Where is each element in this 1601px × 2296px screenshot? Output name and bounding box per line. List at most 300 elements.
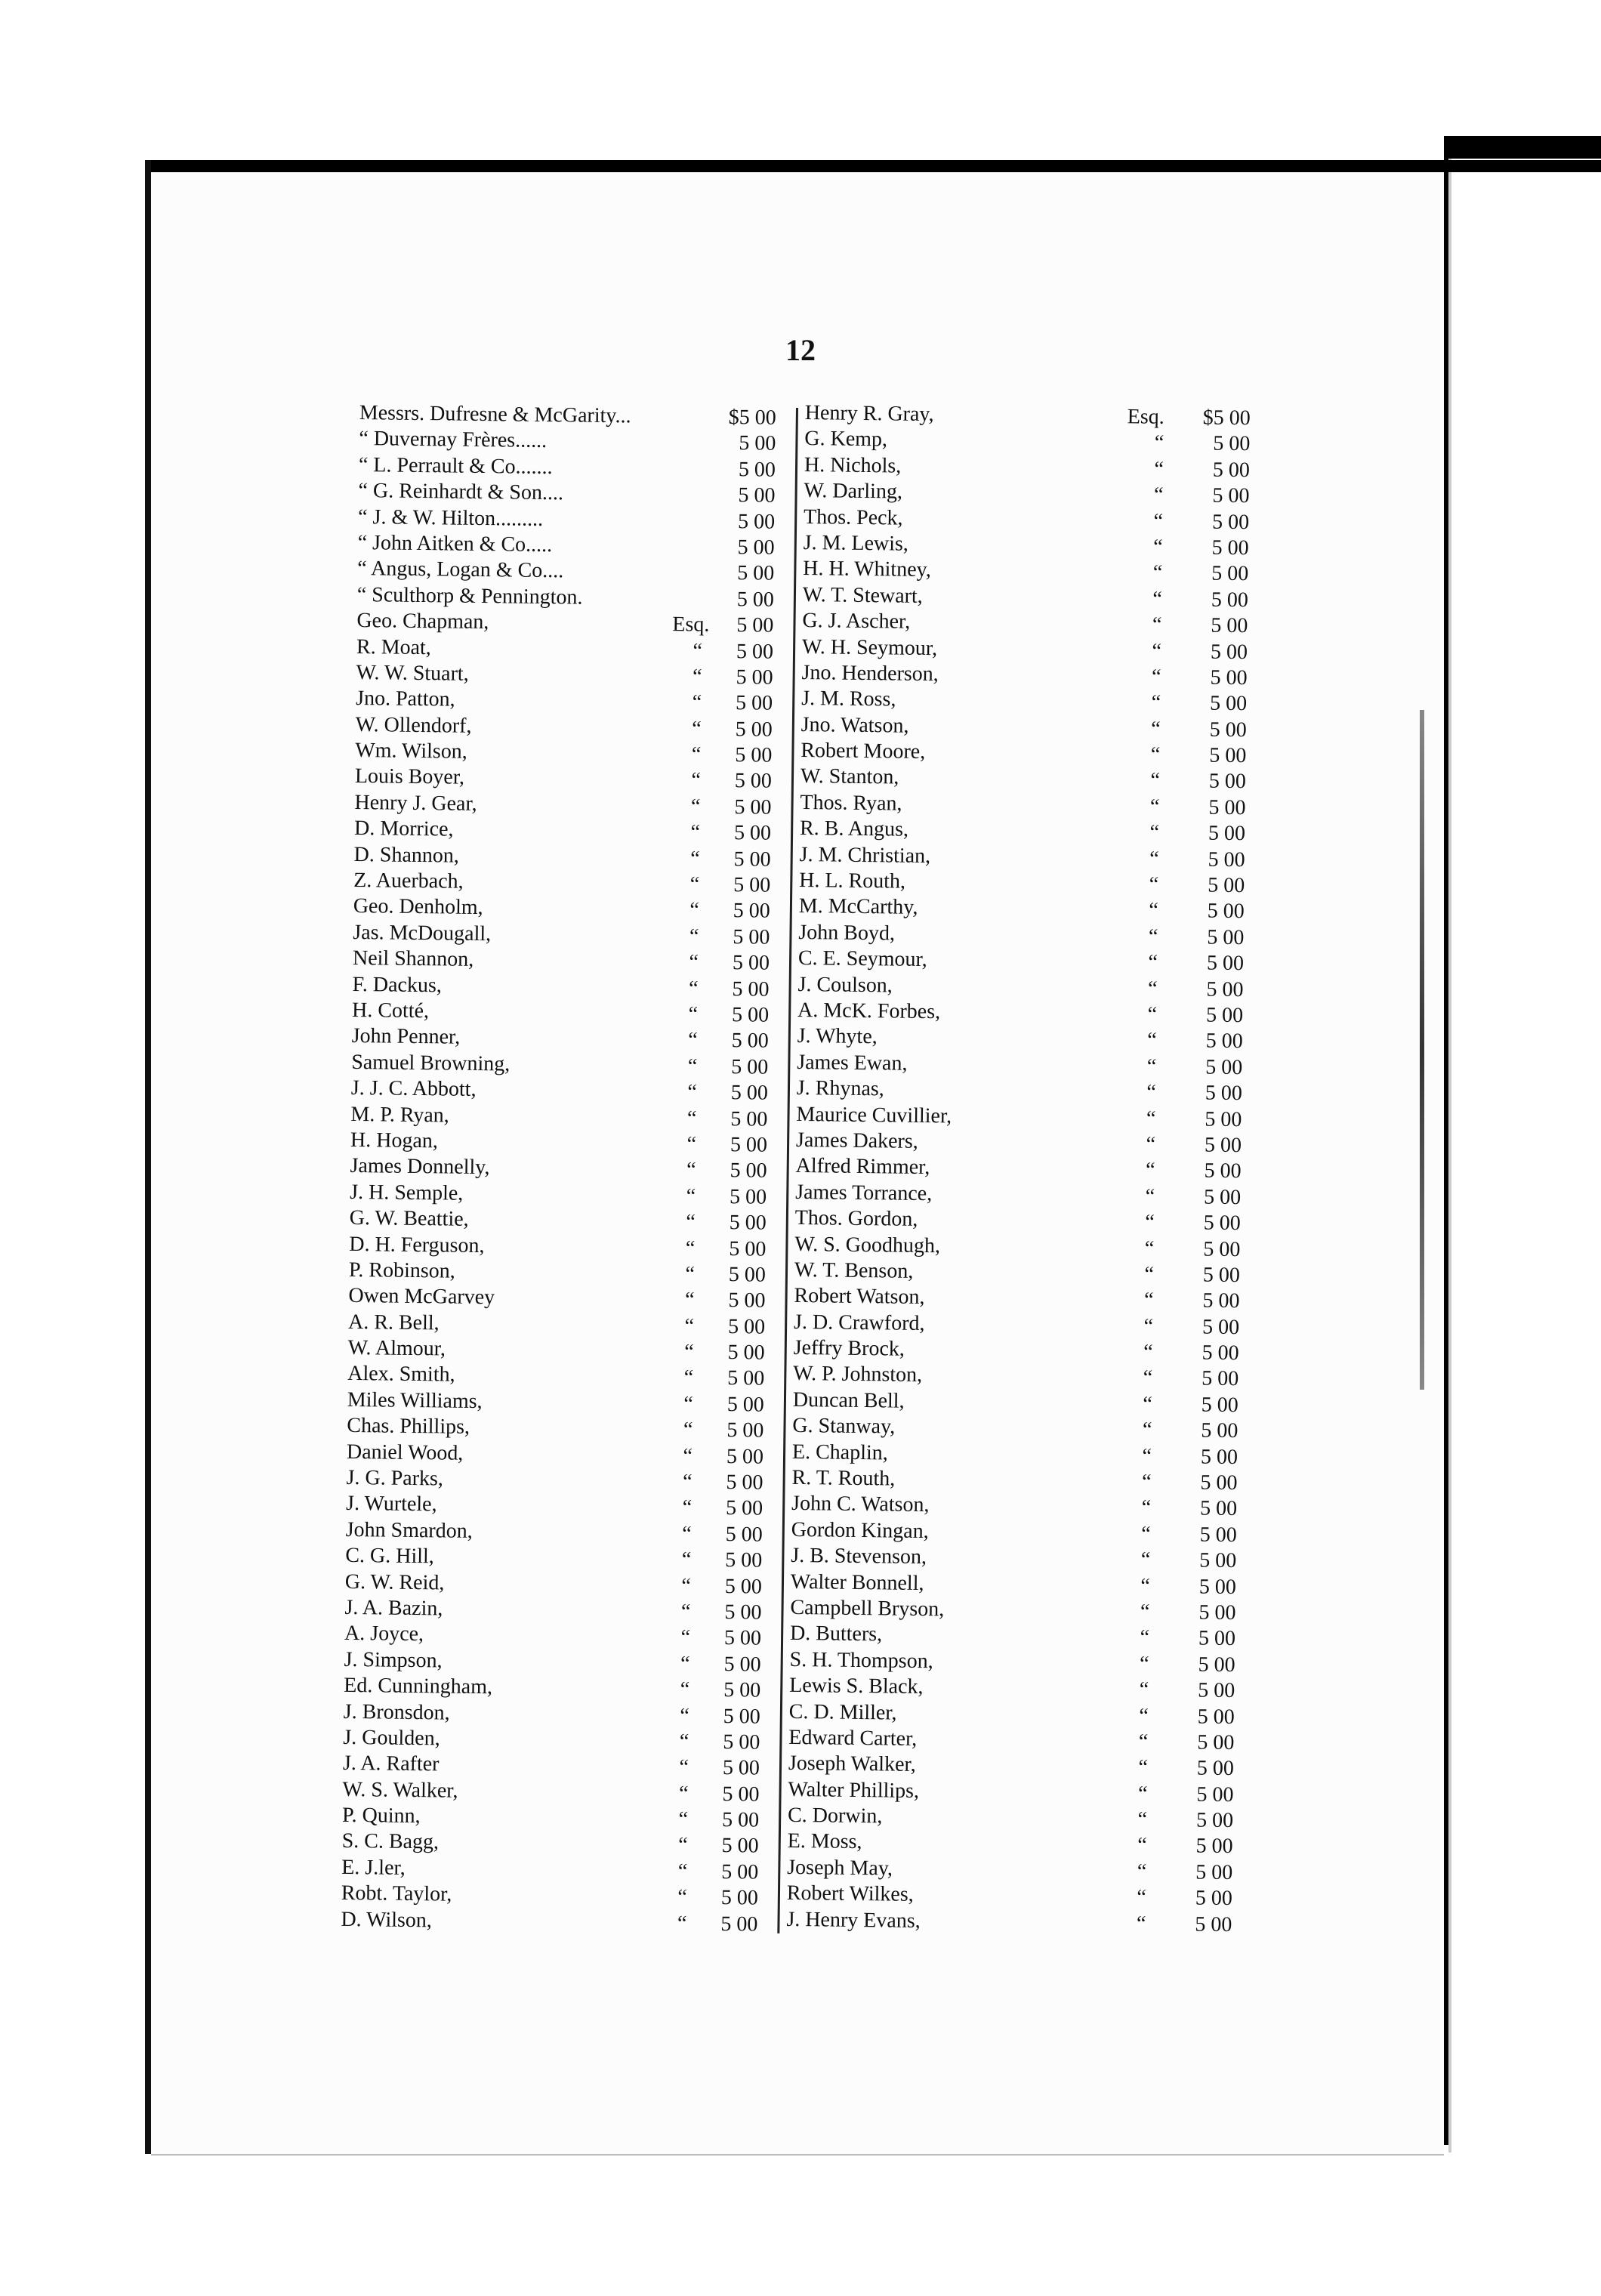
subscriber-name: Samuel Browning, bbox=[351, 1050, 511, 1076]
subscription-amount: 5 00 bbox=[730, 1081, 769, 1105]
subscription-amount: 5 00 bbox=[1210, 665, 1248, 690]
esquire-marker: “ bbox=[687, 1080, 698, 1104]
subscription-amount: 5 00 bbox=[731, 1054, 769, 1079]
esquire-marker: “ bbox=[679, 1730, 689, 1754]
subscriber-name: Geo. Chapman, bbox=[356, 609, 489, 634]
subscription-amount: 5 00 bbox=[734, 769, 773, 794]
subscription-amount: 5 00 bbox=[1209, 718, 1247, 742]
subscriber-name: Thos. Peck, bbox=[803, 505, 903, 530]
subscriber-name: J. Rhynas, bbox=[796, 1076, 884, 1101]
subscription-amount: 5 00 bbox=[733, 899, 770, 924]
esquire-marker: “ bbox=[678, 1807, 689, 1832]
esquire-marker: “ bbox=[679, 1755, 689, 1779]
subscriber-name: G. J. Ascher, bbox=[802, 609, 911, 634]
subscription-amount: 5 00 bbox=[736, 587, 775, 612]
esquire-marker: “ bbox=[1145, 1158, 1155, 1183]
subscription-amount: 5 00 bbox=[1206, 951, 1245, 976]
esquire-marker: “ bbox=[690, 820, 701, 844]
subscription-amount: 5 00 bbox=[726, 1444, 764, 1469]
esquire-marker: “ bbox=[691, 768, 702, 793]
subscriber-name: Joseph May, bbox=[787, 1855, 893, 1881]
subscriber-name: R. Moat, bbox=[356, 634, 431, 659]
subscriber-name: Jno. Watson, bbox=[800, 712, 909, 738]
esquire-marker: “ bbox=[1154, 431, 1165, 455]
subscription-amount: 5 00 bbox=[1211, 561, 1249, 586]
esquire-marker: “ bbox=[1141, 1495, 1152, 1520]
esquire-marker: “ bbox=[1138, 1730, 1149, 1754]
esquire-marker: “ bbox=[1143, 1314, 1154, 1338]
subscriber-name: J. A. Bazin, bbox=[344, 1595, 443, 1621]
subscriber-name: Ed. Cunningham, bbox=[344, 1674, 493, 1699]
esquire-marker: “ bbox=[689, 924, 699, 949]
subscriber-name: H. Cotté, bbox=[351, 998, 430, 1023]
subscriber-name: Jeffry Brock, bbox=[793, 1335, 905, 1361]
subscription-amount: 5 00 bbox=[725, 1548, 763, 1572]
subscriber-name: “ J. & W. Hilton......... bbox=[357, 505, 544, 531]
esquire-marker: “ bbox=[1140, 1548, 1151, 1572]
subscriber-name: D. Wilson, bbox=[341, 1907, 433, 1932]
subscription-amount: 5 00 bbox=[726, 1470, 763, 1495]
subscription-amount: 5 00 bbox=[1201, 1393, 1239, 1417]
subscription-amount: 5 00 bbox=[1195, 1834, 1233, 1859]
esquire-marker: “ bbox=[688, 1028, 698, 1052]
subscription-amount: 5 00 bbox=[1208, 795, 1246, 820]
subscriber-name: W. W. Stuart, bbox=[356, 660, 469, 686]
subscriber-name: W. Stanton, bbox=[800, 764, 899, 790]
subscription-amount: 5 00 bbox=[736, 639, 774, 664]
subscriber-name: Joseph Walker, bbox=[788, 1751, 916, 1777]
subscription-amount: 5 00 bbox=[1208, 770, 1247, 794]
page-fold-mark bbox=[1420, 710, 1424, 1390]
subscriber-list-left bbox=[341, 400, 797, 1938]
esquire-marker: “ bbox=[1141, 1470, 1152, 1494]
scan-border bbox=[145, 160, 1601, 172]
subscriber-name: Alfred Rimmer, bbox=[795, 1154, 930, 1180]
subscription-amount: 5 00 bbox=[723, 1730, 760, 1754]
esquire-marker: “ bbox=[678, 1833, 688, 1857]
esquire-marker: “ bbox=[1142, 1444, 1152, 1468]
subscriber-name: Lewis S. Black, bbox=[789, 1674, 924, 1699]
esquire-marker: “ bbox=[1149, 899, 1158, 923]
subscriber-name: Alex. Smith, bbox=[347, 1362, 455, 1387]
subscription-amount: 5 00 bbox=[1205, 1029, 1243, 1054]
subscriber-name: Wm. Wilson, bbox=[355, 739, 467, 764]
subscriber-name: Duncan Bell, bbox=[792, 1387, 905, 1413]
esquire-marker: “ bbox=[1143, 1340, 1153, 1364]
subscription-amount: 5 00 bbox=[1197, 1678, 1235, 1703]
subscriber-name: G. W. Beattie, bbox=[349, 1206, 469, 1231]
esquire-marker: “ bbox=[681, 1548, 692, 1572]
subscriber-row bbox=[341, 1907, 779, 1938]
subscriber-name: J. Henry Evans, bbox=[786, 1907, 921, 1933]
esquire-marker: “ bbox=[686, 1106, 697, 1131]
esquire-marker: “ bbox=[692, 665, 702, 689]
subscriber-name: “ Sculthorp & Pennington. bbox=[356, 582, 583, 609]
subscription-amount: 5 00 bbox=[737, 509, 776, 534]
subscription-amount: 5 00 bbox=[733, 873, 771, 897]
subscription-amount: 5 00 bbox=[1206, 977, 1244, 1001]
subscriber-name: S. C. Bagg, bbox=[341, 1829, 440, 1854]
esquire-marker: “ bbox=[1147, 1028, 1157, 1053]
subscriber-name: Messrs. Dufresne & McGarity... bbox=[359, 400, 631, 428]
subscription-amount: 5 00 bbox=[736, 613, 774, 637]
subscription-amount: 5 00 bbox=[1203, 1211, 1241, 1236]
subscriber-name: Daniel Wood, bbox=[346, 1440, 464, 1465]
esquire-marker: “ bbox=[1146, 1106, 1156, 1131]
esquire-marker: “ bbox=[1139, 1704, 1149, 1728]
esquire-marker: “ bbox=[689, 898, 699, 922]
subscriber-name: C. E. Seymour, bbox=[797, 946, 927, 972]
subscriber-name: R. T. Routh, bbox=[791, 1465, 896, 1491]
subscription-amount: 5 00 bbox=[1207, 899, 1245, 924]
esquire-marker: “ bbox=[680, 1652, 690, 1676]
subscription-amount: 5 00 bbox=[1211, 535, 1249, 560]
subscriber-name: P. Robinson, bbox=[348, 1258, 455, 1283]
subscription-amount: 5 00 bbox=[1209, 743, 1247, 768]
subscriber-name: John Boyd, bbox=[798, 920, 896, 946]
subscription-amount: 5 00 bbox=[1198, 1575, 1237, 1599]
subscription-amount: 5 00 bbox=[1207, 925, 1245, 949]
esquire-marker: “ bbox=[685, 1236, 696, 1261]
esquire-marker: “ bbox=[1138, 1755, 1149, 1779]
subscription-amount: 5 00 bbox=[1200, 1445, 1239, 1469]
esquire-marker: “ bbox=[689, 950, 699, 974]
subscription-amount: 5 00 bbox=[1198, 1626, 1236, 1651]
subscriber-name: J. J. C. Abbott, bbox=[350, 1076, 477, 1102]
subscriber-name: E. Moss, bbox=[787, 1829, 862, 1854]
esquire-marker: “ bbox=[682, 1470, 693, 1494]
subscription-amount: 5 00 bbox=[727, 1341, 765, 1365]
esquire-marker: “ bbox=[1145, 1210, 1155, 1234]
subscription-amount: 5 00 bbox=[728, 1288, 766, 1313]
subscription-amount: 5 00 bbox=[721, 1859, 759, 1884]
subscriber-name: J. Bronsdon, bbox=[343, 1699, 450, 1725]
esquire-marker: “ bbox=[1149, 872, 1159, 896]
subscriber-name: W. Darling, bbox=[804, 479, 903, 504]
esquire-marker: “ bbox=[677, 1911, 687, 1936]
subscription-amount: 5 00 bbox=[729, 1211, 767, 1235]
scan-border-left bbox=[145, 160, 151, 2154]
subscriber-name: J. B. Stevenson, bbox=[791, 1544, 927, 1569]
subscriber-name: Campbell Bryson, bbox=[790, 1595, 945, 1622]
esquire-marker: “ bbox=[1154, 457, 1165, 481]
subscriber-name: Henry R. Gray, bbox=[804, 400, 934, 427]
subscriber-name: “ John Aitken & Co..... bbox=[357, 530, 553, 557]
subscriber-name: Geo. Denholm, bbox=[353, 894, 483, 920]
subscription-amount: 5 00 bbox=[724, 1574, 763, 1599]
esquire-marker: “ bbox=[1143, 1366, 1153, 1390]
subscription-amount: 5 00 bbox=[729, 1236, 767, 1261]
subscriber-name: James Ewan, bbox=[797, 1050, 908, 1075]
subscriber-name: H. Hogan, bbox=[350, 1128, 439, 1153]
subscriber-name: G. Stanway, bbox=[792, 1414, 896, 1439]
subscriber-name: E. J.ler, bbox=[341, 1855, 406, 1880]
subscription-amount: 5 00 bbox=[1199, 1548, 1237, 1573]
subscription-amount: 5 00 bbox=[1211, 613, 1248, 638]
subscriber-name: C. D. Miller, bbox=[788, 1699, 897, 1725]
esquire-marker: “ bbox=[1143, 1392, 1152, 1416]
esquire-marker: “ bbox=[1153, 535, 1163, 559]
subscriber-name: W. Ollendorf, bbox=[355, 712, 472, 738]
subscriber-name: Z. Auerbach, bbox=[353, 868, 464, 893]
esquire-marker: “ bbox=[688, 1002, 699, 1026]
subscription-amount: 5 00 bbox=[726, 1418, 764, 1443]
subscription-amount: 5 00 bbox=[1202, 1288, 1240, 1313]
subscriber-name: Miles Williams, bbox=[347, 1387, 483, 1413]
adjacent-page bbox=[1448, 159, 1601, 2152]
subscriber-name: P. Quinn, bbox=[341, 1803, 421, 1828]
esquire-marker: “ bbox=[1148, 950, 1158, 974]
subscriber-name: J. G. Parks, bbox=[346, 1465, 444, 1491]
subscriber-name: M. P. Ryan, bbox=[350, 1102, 449, 1128]
subscription-amount: 5 00 bbox=[1202, 1263, 1241, 1288]
subscription-amount: 5 00 bbox=[1204, 1133, 1242, 1158]
subscription-amount: $5 00 bbox=[1202, 406, 1251, 430]
subscriber-name: Louis Boyer, bbox=[354, 764, 465, 790]
esquire-marker: “ bbox=[680, 1703, 689, 1727]
esquire-marker: “ bbox=[1136, 1912, 1146, 1936]
subscriber-name: H. Nichols, bbox=[804, 452, 902, 478]
esquire-marker: “ bbox=[1137, 1782, 1148, 1806]
subscription-amount: 5 00 bbox=[1202, 1366, 1239, 1391]
subscriber-name: W. Almour, bbox=[347, 1335, 446, 1361]
esquire-marker: “ bbox=[1153, 509, 1164, 533]
subscription-amount: 5 00 bbox=[1202, 1341, 1239, 1366]
subscriber-name: G. Kemp, bbox=[804, 427, 888, 452]
subscription-amount: 5 00 bbox=[726, 1392, 764, 1417]
esquire-marker: “ bbox=[1152, 639, 1162, 663]
esquire-marker: “ bbox=[1137, 1807, 1148, 1832]
subscription-amount: 5 00 bbox=[739, 431, 776, 456]
subscription-amount: 5 00 bbox=[720, 1912, 758, 1936]
subscription-amount: 5 00 bbox=[1199, 1496, 1238, 1521]
subscription-amount: 5 00 bbox=[1202, 1315, 1240, 1339]
esquire-marker: “ bbox=[682, 1522, 692, 1546]
esquire-marker: “ bbox=[1146, 1132, 1156, 1156]
subscription-amount: 5 00 bbox=[721, 1834, 759, 1859]
subscriber-name: J. Whyte, bbox=[797, 1024, 878, 1049]
subscriber-name: Owen McGarvey bbox=[348, 1284, 495, 1310]
esquire-marker: “ bbox=[1153, 483, 1164, 507]
esquire-marker: “ bbox=[689, 847, 700, 871]
subscriber-name: C. Dorwin, bbox=[787, 1803, 883, 1828]
esquire-marker: “ bbox=[684, 1340, 694, 1364]
esquire-marker: “ bbox=[1147, 977, 1158, 1001]
subscription-amount: 5 00 bbox=[728, 1262, 767, 1287]
esquire-marker: “ bbox=[683, 1366, 694, 1390]
subscriber-name: W. P. Johnston, bbox=[793, 1362, 923, 1387]
esquire-marker: “ bbox=[1152, 587, 1163, 611]
subscriber-name: Jno. Patton, bbox=[355, 687, 455, 711]
esquire-marker: “ bbox=[1149, 795, 1160, 819]
esquire-marker: Esq. bbox=[672, 613, 710, 637]
esquire-marker: “ bbox=[677, 1885, 688, 1909]
esquire-marker: “ bbox=[1140, 1574, 1151, 1598]
subscription-amount: 5 00 bbox=[1195, 1912, 1232, 1936]
subscription-amount: 5 00 bbox=[1208, 847, 1245, 872]
subscription-amount: 5 00 bbox=[1195, 1808, 1234, 1833]
subscriber-name: J. D. Crawford, bbox=[793, 1310, 925, 1335]
subscription-amount: 5 00 bbox=[1195, 1886, 1232, 1911]
esquire-marker: “ bbox=[685, 1262, 696, 1286]
subscriber-name: S. H. Thompson, bbox=[789, 1647, 933, 1673]
subscriber-name: “ L. Perrault & Co....... bbox=[358, 452, 553, 479]
esquire-marker: “ bbox=[689, 872, 700, 896]
subscription-amount: 5 00 bbox=[722, 1756, 760, 1780]
esquire-marker: “ bbox=[1141, 1522, 1151, 1546]
subscription-amount: 5 00 bbox=[733, 821, 772, 845]
subscription-amount: 5 00 bbox=[1198, 1653, 1235, 1677]
subscription-amount: 5 00 bbox=[735, 717, 773, 742]
subscriber-name: D. Morrice, bbox=[353, 816, 454, 841]
subscription-amount: 5 00 bbox=[738, 457, 776, 482]
esquire-marker: “ bbox=[686, 1210, 696, 1234]
page-number: 12 bbox=[785, 333, 816, 367]
esquire-marker: “ bbox=[681, 1573, 692, 1598]
subscriber-list-right bbox=[786, 400, 1273, 1938]
subscription-amount: 5 00 bbox=[720, 1886, 758, 1910]
subscription-amount: 5 00 bbox=[738, 483, 776, 508]
subscription-amount: 5 00 bbox=[1205, 1003, 1244, 1028]
esquire-marker: “ bbox=[1145, 1184, 1155, 1208]
subscription-amount: 5 00 bbox=[1196, 1782, 1234, 1807]
esquire-marker: “ bbox=[684, 1314, 695, 1338]
esquire-marker: “ bbox=[686, 1132, 697, 1156]
subscription-amount: 5 00 bbox=[1201, 1418, 1239, 1443]
esquire-marker: “ bbox=[686, 1158, 696, 1182]
esquire-marker: “ bbox=[1151, 665, 1161, 689]
esquire-marker: “ bbox=[1147, 1002, 1158, 1026]
subscriber-name: H. L. Routh, bbox=[799, 868, 906, 893]
subscription-amount: 5 00 bbox=[1208, 821, 1246, 846]
esquire-marker: “ bbox=[1139, 1652, 1149, 1676]
subscriber-name: J. Wurtele, bbox=[345, 1492, 437, 1517]
subscription-amount: 5 00 bbox=[1213, 431, 1251, 456]
esquire-marker: “ bbox=[692, 717, 702, 741]
subscriber-name: W. T. Stewart, bbox=[802, 582, 923, 608]
subscriber-name: Robert Moore, bbox=[800, 739, 926, 764]
subscription-amount: 5 00 bbox=[1212, 458, 1251, 482]
subscriber-name: Thos. Ryan, bbox=[800, 790, 902, 816]
subscription-amount: $5 00 bbox=[728, 405, 776, 430]
esquire-marker: “ bbox=[1140, 1600, 1150, 1624]
subscriber-name: “ Angus, Logan & Co.... bbox=[357, 557, 564, 583]
subscriber-name: A. R. Bell, bbox=[347, 1310, 440, 1335]
subscription-amount: 5 00 bbox=[723, 1678, 761, 1702]
subscriber-name: J. M. Christian, bbox=[799, 842, 931, 868]
subscription-amount: 5 00 bbox=[733, 924, 770, 949]
subscriber-name: Gordon Kingan, bbox=[791, 1517, 929, 1543]
subscription-amount: 5 00 bbox=[731, 1029, 769, 1054]
subscriber-name: Robert Watson, bbox=[794, 1284, 925, 1310]
subscriber-name: W. S. Walker, bbox=[342, 1777, 458, 1803]
subscriber-name: James Torrance, bbox=[795, 1180, 933, 1205]
subscription-amount: 5 00 bbox=[727, 1314, 766, 1339]
subscriber-name: R. B. Angus, bbox=[799, 816, 909, 841]
esquire-marker: “ bbox=[1144, 1262, 1155, 1286]
subscriber-name: W. H. Seymour, bbox=[801, 634, 938, 660]
esquire-marker: “ bbox=[683, 1418, 693, 1442]
subscription-amount: 5 00 bbox=[730, 1159, 767, 1183]
esquire-marker: “ bbox=[1146, 1080, 1157, 1104]
subscription-amount: 5 00 bbox=[1203, 1237, 1241, 1261]
esquire-marker: “ bbox=[1146, 1054, 1157, 1079]
esquire-marker: “ bbox=[680, 1625, 691, 1649]
esquire-marker: “ bbox=[1149, 820, 1160, 845]
subscriber-name: D. Shannon, bbox=[353, 842, 460, 868]
subscription-amount: 5 00 bbox=[722, 1782, 760, 1807]
subscriber-name: John Smardon, bbox=[345, 1517, 473, 1543]
subscription-amount: 5 00 bbox=[723, 1626, 762, 1650]
subscription-amount: 5 00 bbox=[725, 1522, 763, 1547]
subscriber-name: Jno. Henderson, bbox=[801, 660, 939, 687]
esquire-marker: “ bbox=[1148, 924, 1158, 949]
esquire-marker: “ bbox=[1137, 1885, 1147, 1909]
subscriber-name: J. Simpson, bbox=[344, 1647, 443, 1673]
subscriber-name: John Penner, bbox=[351, 1024, 461, 1050]
subscriber-name: Jas. McDougall, bbox=[353, 920, 492, 946]
subscription-amount: 5 00 bbox=[723, 1652, 761, 1677]
subscriber-name: Henry J. Gear, bbox=[354, 790, 477, 816]
subscription-amount: 5 00 bbox=[727, 1366, 765, 1391]
subscriber-name: D. Butters, bbox=[789, 1622, 883, 1646]
subscription-amount: 5 00 bbox=[725, 1496, 763, 1521]
esquire-marker: “ bbox=[1137, 1859, 1147, 1884]
subscription-amount: 5 00 bbox=[1211, 510, 1250, 534]
subscriber-name: H. H. Whitney, bbox=[803, 557, 931, 582]
subscriber-name: J. M. Ross, bbox=[800, 687, 896, 711]
esquire-marker: “ bbox=[678, 1782, 689, 1806]
esquire-marker: “ bbox=[1144, 1236, 1155, 1261]
esquire-marker: “ bbox=[683, 1443, 693, 1468]
subscriber-name: John C. Watson, bbox=[791, 1492, 930, 1517]
subscriber-name: “ G. Reinhardt & Son.... bbox=[358, 479, 564, 505]
esquire-marker: “ bbox=[686, 1184, 696, 1208]
esquire-marker: “ bbox=[688, 976, 699, 1001]
subscriber-name: Walter Bonnell, bbox=[790, 1569, 924, 1595]
subscriber-name: G. W. Reid, bbox=[344, 1569, 445, 1595]
subscription-amount: 5 00 bbox=[721, 1808, 760, 1832]
subscription-amount: 5 00 bbox=[735, 691, 773, 716]
subscriber-name: Robt. Taylor, bbox=[341, 1881, 452, 1906]
subscription-amount: 5 00 bbox=[723, 1704, 760, 1729]
subscription-amount: 5 00 bbox=[724, 1600, 762, 1625]
esquire-marker: “ bbox=[680, 1677, 690, 1702]
subscriber-name: J. Coulson, bbox=[797, 972, 893, 998]
esquire-marker: Esq. bbox=[1127, 405, 1165, 429]
subscriber-name: J. M. Lewis, bbox=[803, 530, 909, 556]
subscriber-name: A. Joyce, bbox=[344, 1622, 424, 1646]
subscription-amount: 5 00 bbox=[1197, 1705, 1235, 1729]
esquire-marker: “ bbox=[677, 1859, 688, 1884]
subscriber-name: Edward Carter, bbox=[788, 1725, 918, 1751]
esquire-marker: “ bbox=[1142, 1418, 1152, 1442]
subscription-amount: 5 00 bbox=[1205, 1107, 1242, 1131]
subscriber-name: D. H. Ferguson, bbox=[349, 1232, 485, 1258]
esquire-marker: “ bbox=[690, 795, 701, 819]
subscriber-name: J. H. Semple, bbox=[350, 1180, 464, 1205]
esquire-marker: “ bbox=[1149, 847, 1159, 871]
subscription-amount: 5 00 bbox=[736, 665, 773, 690]
subscription-amount: 5 00 bbox=[1208, 873, 1245, 898]
subscriber-name: C. G. Hill, bbox=[345, 1544, 434, 1569]
esquire-marker: “ bbox=[1150, 769, 1161, 793]
subscriber-name: Chas. Phillips, bbox=[347, 1414, 470, 1440]
subscription-amount: 5 00 bbox=[1197, 1730, 1235, 1754]
subscriber-name: F. Dackus, bbox=[352, 972, 443, 997]
subscriber-name: Robert Wilkes, bbox=[786, 1881, 914, 1907]
subscriber-name: “ Duvernay Frères...... bbox=[359, 427, 548, 453]
